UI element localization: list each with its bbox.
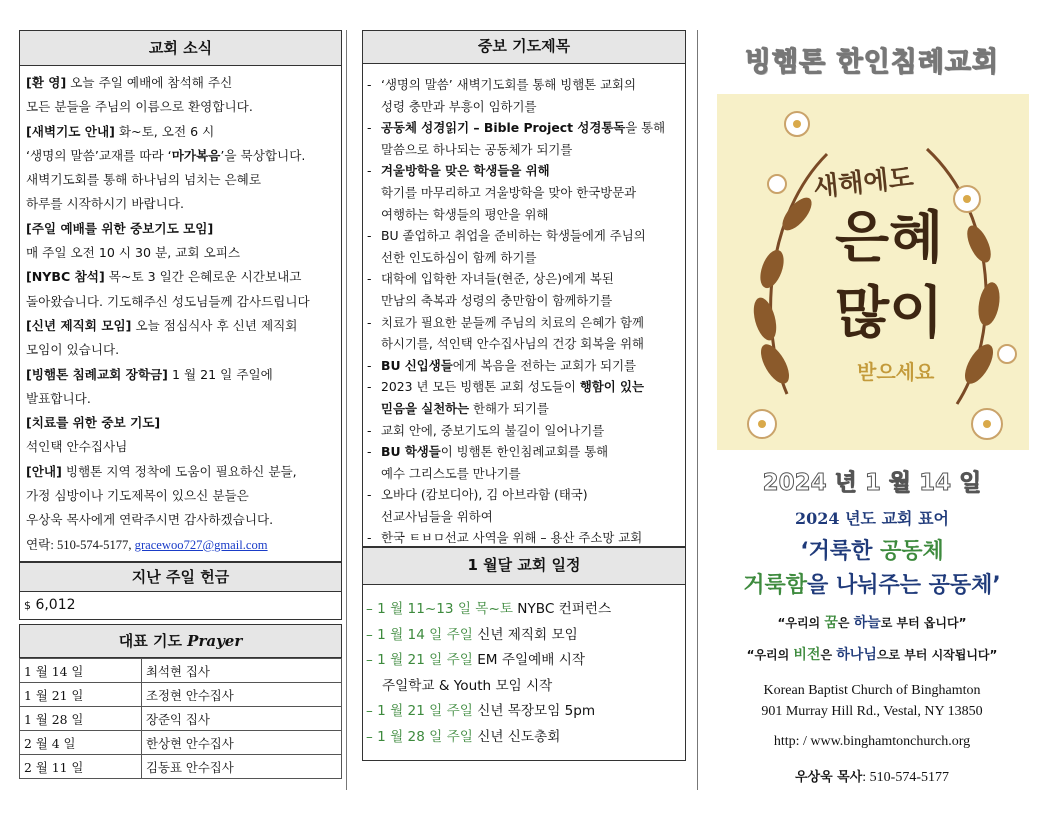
church-english-name: Korean Baptist Church of Binghamton	[763, 683, 981, 698]
news-text: 목~토 3 일간 은혜로운 시간보내고	[104, 269, 302, 285]
cover-art	[717, 94, 1029, 450]
list-item	[367, 484, 685, 506]
church-address: 901 Murray Hill Rd., Vestal, NY 13850	[761, 704, 983, 719]
schedule-header	[362, 547, 686, 585]
list-item	[367, 506, 685, 528]
schedule-dash: –	[366, 601, 378, 617]
news-text: 가정 심방이나 기도제목이 있으신 분들은	[26, 488, 249, 504]
list-item	[367, 182, 685, 204]
intercession-title: 중보 기도제목	[477, 37, 571, 55]
quote1-b: 꿈	[824, 615, 838, 631]
news-line	[26, 484, 341, 508]
prayer-emphasis: BU 신입생들	[381, 357, 453, 373]
quote2-c: 은	[820, 648, 837, 662]
art-text-line3: 많이	[835, 281, 944, 346]
news-text: 빙햄톤 지역 정착에 도움이 필요하신 분들,	[61, 463, 297, 479]
news-body	[26, 71, 341, 557]
prayer-emphasis: BU 학생들	[381, 444, 441, 460]
news-tag: [NYBC 참석]	[26, 269, 105, 285]
list-item	[367, 204, 685, 226]
news-tag: [신년 제직회 모임]	[26, 317, 132, 333]
list-item	[367, 333, 685, 355]
news-text: 오늘 점심식사 후 신년 제직회	[131, 317, 298, 333]
list-item	[367, 290, 685, 312]
news-tag: [안내]	[26, 463, 62, 479]
news-text-after: ’을 묵상합니다.	[220, 147, 306, 163]
news-line	[26, 95, 341, 119]
cover-date: 2024 년 1 월 14 일	[762, 470, 982, 496]
schedule-date: 1 월 14 일 주일	[377, 626, 473, 643]
news-text: 모임이 있습니다.	[26, 342, 120, 358]
list-item	[366, 699, 684, 725]
list-item	[367, 398, 685, 420]
news-emphasis: 마가복음	[171, 147, 221, 163]
art-text-line1: 새해에도	[811, 162, 916, 204]
news-line	[26, 508, 341, 532]
news-line	[26, 338, 341, 362]
news-line	[26, 168, 341, 192]
schedule-dash: –	[366, 626, 378, 643]
prayer-text: 치료가 필요한 분들께 주님의 치료의 은혜가 함께	[381, 314, 645, 330]
list-item	[367, 376, 685, 398]
list-item	[367, 527, 685, 549]
news-text: 우상욱 목사에게 연락주시면 감사하겠습니다.	[26, 512, 274, 528]
quote2-d: 하나님	[836, 647, 877, 663]
news-text: 하루를 시작하시기 바랍니다.	[26, 196, 184, 212]
prayer-text: 선한 인도하심이 함께 하기를	[381, 249, 537, 265]
news-line	[26, 387, 341, 411]
prayer-name: 최석현 집사	[142, 659, 342, 683]
schedule-event: 주일학교 & Youth 모임 시작	[382, 677, 553, 694]
quote-line2	[712, 644, 1032, 664]
list-item	[366, 674, 684, 700]
list-item	[367, 225, 685, 247]
prayer-name: 조정현 안수집사	[142, 683, 342, 707]
prayer-emphasis: 행함이 있는	[579, 379, 644, 395]
motto2-b: 을 나눠주는 공동체’	[807, 573, 1001, 598]
pastor-label: 우상욱 목사	[794, 770, 863, 785]
list-item	[367, 74, 685, 96]
list-item	[367, 441, 685, 463]
quote1-e: 로 부터 옵니다”	[880, 616, 967, 630]
intercession-body	[367, 74, 685, 549]
news-tag: [환 영]	[26, 75, 67, 90]
quote-line1	[712, 612, 1032, 632]
news-line	[26, 120, 341, 144]
prayer-date: 2 월 11 일	[20, 755, 142, 779]
list-item	[366, 725, 684, 751]
prayer-name: 김동표 안수집사	[142, 755, 342, 779]
list-item	[367, 139, 685, 161]
quote1-d: 하늘	[853, 615, 881, 631]
list-item	[367, 463, 685, 485]
table-row	[20, 755, 342, 779]
news-title: 교회 소식	[148, 39, 213, 57]
news-line	[26, 217, 341, 241]
news-header	[19, 30, 342, 66]
prayer-text: 이 빙햄톤 한인침례교회를 통해	[440, 444, 609, 460]
quote1-c: 은	[837, 616, 854, 630]
prayer-text: 을 통해	[625, 120, 666, 136]
schedule-body	[366, 597, 684, 751]
news-line	[26, 192, 341, 216]
table-row	[20, 731, 342, 755]
schedule-dash: –	[366, 703, 378, 720]
news-text: 발표합니다.	[26, 390, 91, 406]
prayer-emphasis: 겨울방학을 맞은 학생들을 위해	[381, 163, 550, 179]
news-line	[26, 241, 341, 265]
list-item	[367, 420, 685, 442]
quote1-a: “우리의	[777, 616, 825, 630]
list-item	[366, 648, 684, 674]
church-website-link[interactable]: http: / www.binghamtonchurch.org	[773, 734, 971, 749]
prayer-text: 2023 년 모든 빙햄톤 교회 성도들이	[381, 379, 580, 395]
motto-line1	[712, 534, 1032, 565]
news-text: 1 월 21 일 주일에	[167, 366, 273, 382]
prayer-text: 한국 ㅌㅂㅁ선교 사역을 위해 – 용산 주소망 교회	[381, 530, 643, 546]
news-text: 새벽기도회를 통해 하나님의 넘치는 은혜로	[26, 172, 261, 188]
news-line	[26, 290, 341, 314]
news-contact	[26, 533, 341, 557]
table-row	[20, 659, 342, 683]
motto1-a: ‘거룩한	[800, 539, 880, 564]
list-item	[367, 96, 685, 118]
news-text: 석인택 안수집사님	[26, 439, 128, 455]
news-line	[26, 144, 341, 168]
news-text: 돌아왔습니다. 기도해주신 성도님들께 감사드립니다	[26, 293, 310, 309]
quote2-e: 으로 부터 시작됩니다”	[876, 648, 998, 662]
news-tag: [빙햄톤 침례교회 장학금]	[26, 366, 168, 382]
pastor-phone: : 510-574-5177	[862, 770, 950, 785]
news-line	[26, 363, 341, 387]
motto-line2	[712, 568, 1032, 599]
motto1-b: 공동체	[880, 539, 944, 564]
prayer-text: 성령 충만과 부흥이 임하기를	[381, 98, 537, 114]
news-line	[26, 460, 341, 484]
intercession-header	[362, 30, 686, 64]
news-line	[26, 411, 341, 435]
prayer-text: 선교사님들을 위하여	[381, 508, 493, 524]
pastor-contact	[712, 766, 1032, 786]
schedule-event: EM 주일예배 시작	[472, 652, 585, 669]
currency-symbol: $	[24, 599, 31, 612]
church-name-title: 빙햄톤 한인침례교회	[744, 47, 1000, 78]
quote2-a: “우리의	[746, 648, 794, 662]
offering-amount-box	[19, 592, 342, 620]
schedule-event: 신년 제직회 모임	[472, 626, 578, 643]
list-item	[367, 355, 685, 377]
schedule-title: 1 월달 교회 일정	[467, 556, 581, 574]
rep-prayer-header	[19, 624, 342, 658]
news-text: 화~토, 오전 6 시	[114, 123, 215, 139]
prayer-date: 1 월 21 일	[20, 683, 142, 707]
prayer-date: 1 월 28 일	[20, 707, 142, 731]
news-line	[26, 71, 341, 95]
prayer-text: 학기를 마무리하고 겨울방학을 맞아 한국방문과	[381, 184, 637, 200]
rep-prayer-title: 대표 기도	[118, 632, 182, 650]
prayer-text: 하시기를, 석인택 안수집사님의 건강 회복을 위해	[381, 336, 645, 352]
news-text: 매 주일 오전 10 시 30 분, 교회 오피스	[26, 245, 241, 261]
prayer-date: 2 월 4 일	[20, 731, 142, 755]
divider	[697, 30, 698, 790]
motto-label: 2024 년도 교회 표어	[795, 509, 949, 528]
prayer-name: 장준익 집사	[142, 707, 342, 731]
schedule-date: 1 월 11~13 일 목~토	[377, 601, 513, 617]
news-tag: [새벽기도 안내]	[26, 123, 115, 139]
list-item	[367, 268, 685, 290]
news-tag: [치료를 위한 중보 기도]	[26, 415, 161, 431]
list-item	[367, 312, 685, 334]
prayer-text: 교회 안에, 중보기도의 불길이 일어나기를	[381, 422, 605, 438]
list-item	[366, 623, 684, 649]
list-item	[366, 597, 684, 623]
prayer-text: BU 졸업하고 취업을 준비하는 학생들에게 주님의	[381, 228, 646, 244]
art-text-line2: 은혜	[835, 206, 944, 271]
prayer-text: 한해가 되기를	[469, 400, 549, 416]
rep-prayer-table	[19, 658, 342, 779]
schedule-event: NYBC 컨퍼런스	[512, 601, 612, 617]
contact-label: 연락: 510-574-5177,	[26, 537, 135, 552]
schedule-date: 1 월 28 일 주일	[377, 728, 473, 745]
news-tag: [주일 예배를 위한 중보기도 모임]	[26, 220, 214, 236]
quote2-b: 비전	[793, 647, 821, 663]
prayer-emphasis: 공동체 성경읽기 – Bible Project 성경통독	[381, 120, 626, 136]
prayer-text: 대학에 입학한 자녀들(현준, 상은)에게 복된	[381, 271, 614, 287]
prayer-name: 한상현 안수집사	[142, 731, 342, 755]
offering-title: 지난 주일 헌금	[131, 568, 230, 586]
prayer-emphasis: 믿음을 실천하는	[381, 400, 470, 416]
news-text: 모든 분들을 주님의 이름으로 환영합니다.	[26, 99, 253, 115]
news-line	[26, 265, 341, 289]
table-row	[20, 683, 342, 707]
schedule-dash: –	[366, 728, 378, 745]
schedule-event: 신년 목장모임 5pm	[472, 703, 596, 720]
schedule-date: 1 월 21 일 주일	[377, 703, 473, 720]
news-line	[26, 435, 341, 459]
news-line	[26, 314, 341, 338]
prayer-text: ‘생명의 말씀’ 새벽기도회를 통해 빙햄톤 교회의	[381, 77, 636, 92]
art-text-line4: 받으세요	[857, 360, 935, 384]
prayer-text: 만남의 축복과 성령의 충만함이 함께하기를	[381, 292, 613, 308]
motto2-a: 거룩함	[743, 573, 808, 598]
prayer-text: 여행하는 학생들의 평안을 위해	[381, 206, 549, 222]
news-text: 오늘 주일 예배에 참석해 주신	[66, 75, 233, 90]
table-row	[20, 707, 342, 731]
schedule-dash: –	[366, 652, 378, 669]
offering-header	[19, 562, 342, 592]
schedule-event: 신년 신도총회	[472, 728, 561, 745]
offering-amount: 6,012	[35, 597, 76, 613]
divider	[346, 30, 347, 790]
schedule-date: 1 월 21 일 주일	[377, 652, 473, 669]
list-item	[367, 117, 685, 139]
list-item	[367, 160, 685, 182]
prayer-text: 예수 그리스도를 만나기를	[381, 465, 521, 481]
contact-email-link[interactable]: gracewoo727@gmail.com	[134, 537, 268, 552]
prayer-text: 에게 복음을 전하는 교회가 되기를	[452, 357, 637, 373]
rep-prayer-title-en: Prayer	[187, 632, 243, 650]
prayer-text: 오바다 (캄보디아), 김 아브라함 (태국)	[381, 487, 588, 503]
list-item	[367, 247, 685, 269]
prayer-date: 1 월 14 일	[20, 659, 142, 683]
prayer-text: 말씀으로 하나되는 공동체가 되기를	[381, 141, 573, 157]
news-text: ‘생명의 말씀’교재를 따라 ‘	[26, 147, 172, 163]
